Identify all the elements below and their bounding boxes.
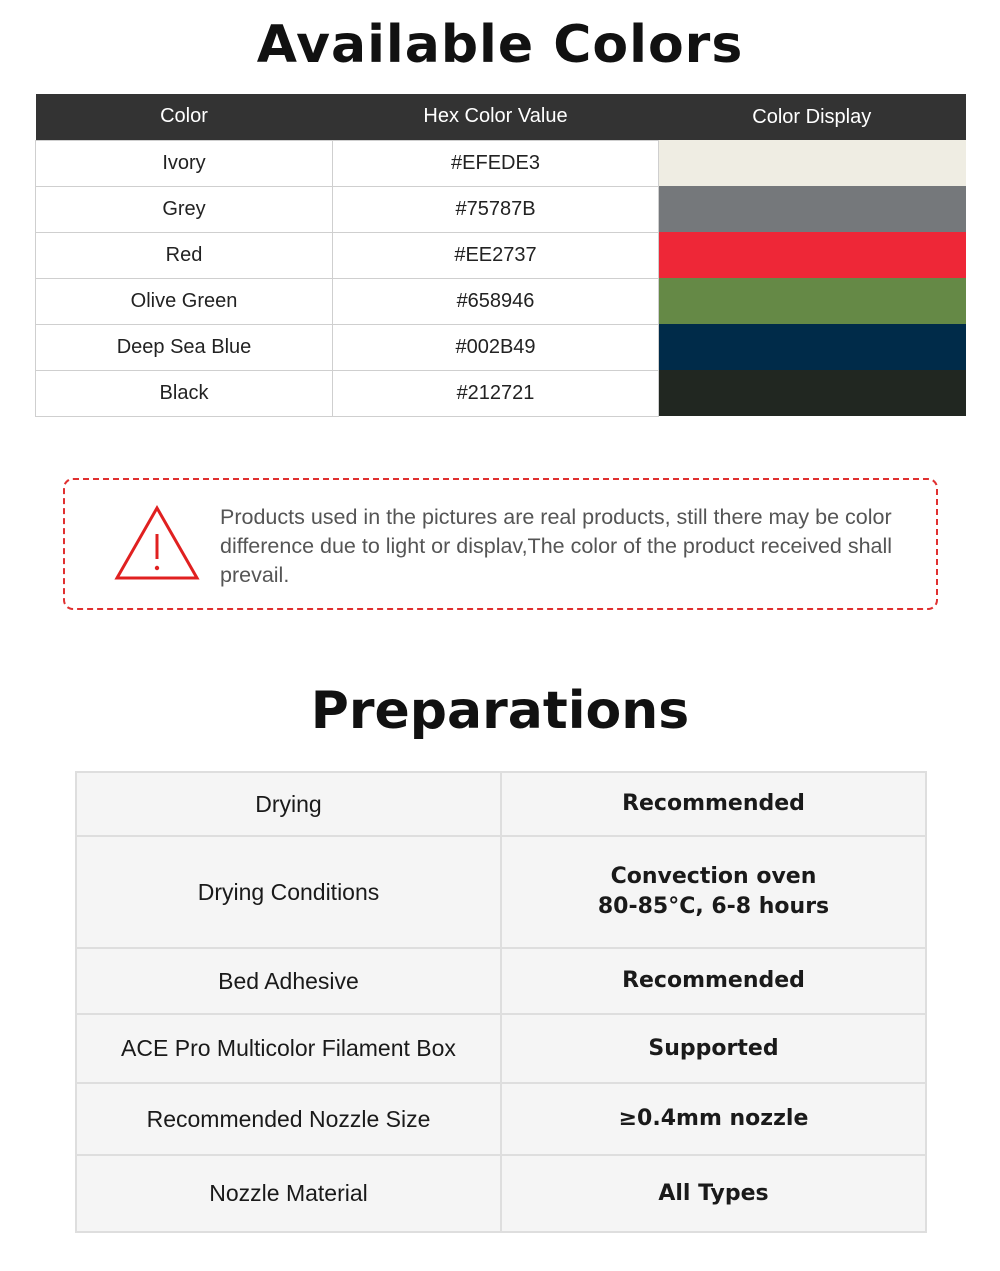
preparation-row — [76, 836, 926, 948]
color-hex: #75787B — [333, 186, 659, 232]
color-hex: #002B49 — [333, 324, 659, 370]
color-swatch — [659, 140, 966, 186]
preparation-value — [501, 1155, 926, 1232]
preparation-row — [76, 948, 926, 1014]
preparation-value — [501, 948, 926, 1014]
available-colors-title: Available Colors — [256, 15, 744, 75]
preparation-row — [76, 1014, 926, 1083]
color-row — [36, 370, 966, 416]
preparation-row — [76, 772, 926, 836]
color-swatch — [659, 324, 966, 370]
color-disclaimer-notice — [63, 478, 938, 610]
preparation-value-line: All Types — [658, 1180, 769, 1206]
preparation-label: Recommended Nozzle Size — [76, 1083, 501, 1155]
color-row — [36, 278, 966, 324]
preparation-label: Bed Adhesive — [76, 948, 501, 1014]
preparation-value-line: 80-85°C, 6-8 hours — [597, 894, 830, 919]
preparation-row — [76, 1083, 926, 1155]
notice-text: Products used in the pictures are real products, still there may be color difference due to light or displav,The color of the product received shall prevail. — [220, 505, 893, 587]
header-display: Color Display — [659, 94, 966, 140]
color-name: Red — [36, 232, 333, 278]
color-swatch — [659, 370, 966, 416]
color-swatch — [659, 232, 966, 278]
color-hex: #EFEDE3 — [333, 140, 659, 186]
color-hex: #212721 — [333, 370, 659, 416]
preparation-value-line: Recommended — [622, 968, 805, 993]
preparation-value-line: Supported — [648, 1035, 779, 1061]
preparation-value — [501, 1014, 926, 1083]
color-name: Deep Sea Blue — [36, 324, 333, 370]
color-row — [36, 140, 966, 186]
preparation-value-line: Convection oven — [610, 864, 817, 889]
header-hex: Hex Color Value — [333, 94, 659, 140]
preparation-value — [501, 772, 926, 836]
preparation-label: Drying — [76, 772, 501, 836]
colors-table — [35, 94, 966, 417]
header-color: Color — [36, 94, 333, 140]
preparation-label: Nozzle Material — [76, 1155, 501, 1232]
preparation-label: Drying Conditions — [76, 836, 501, 948]
color-hex: #EE2737 — [333, 232, 659, 278]
color-row — [36, 232, 966, 278]
color-swatch — [659, 278, 966, 324]
color-name: Ivory — [36, 140, 333, 186]
color-name: Black — [36, 370, 333, 416]
color-name: Olive Green — [36, 278, 333, 324]
color-row — [36, 186, 966, 232]
color-hex: #658946 — [333, 278, 659, 324]
preparation-value-line: Recommended — [622, 791, 805, 816]
preparation-label: ACE Pro Multicolor Filament Box — [76, 1014, 501, 1083]
color-name: Grey — [36, 186, 333, 232]
preparation-row — [76, 1155, 926, 1232]
preparation-value — [501, 1083, 926, 1155]
preparations-title: Preparations — [310, 681, 690, 741]
color-row — [36, 324, 966, 370]
warning-triangle-icon — [113, 504, 201, 582]
preparations-table — [75, 771, 927, 1233]
preparation-value-line: ≥0.4mm nozzle — [618, 1106, 809, 1131]
preparation-value — [501, 836, 926, 948]
color-swatch — [659, 186, 966, 232]
colors-table-header — [36, 94, 966, 140]
